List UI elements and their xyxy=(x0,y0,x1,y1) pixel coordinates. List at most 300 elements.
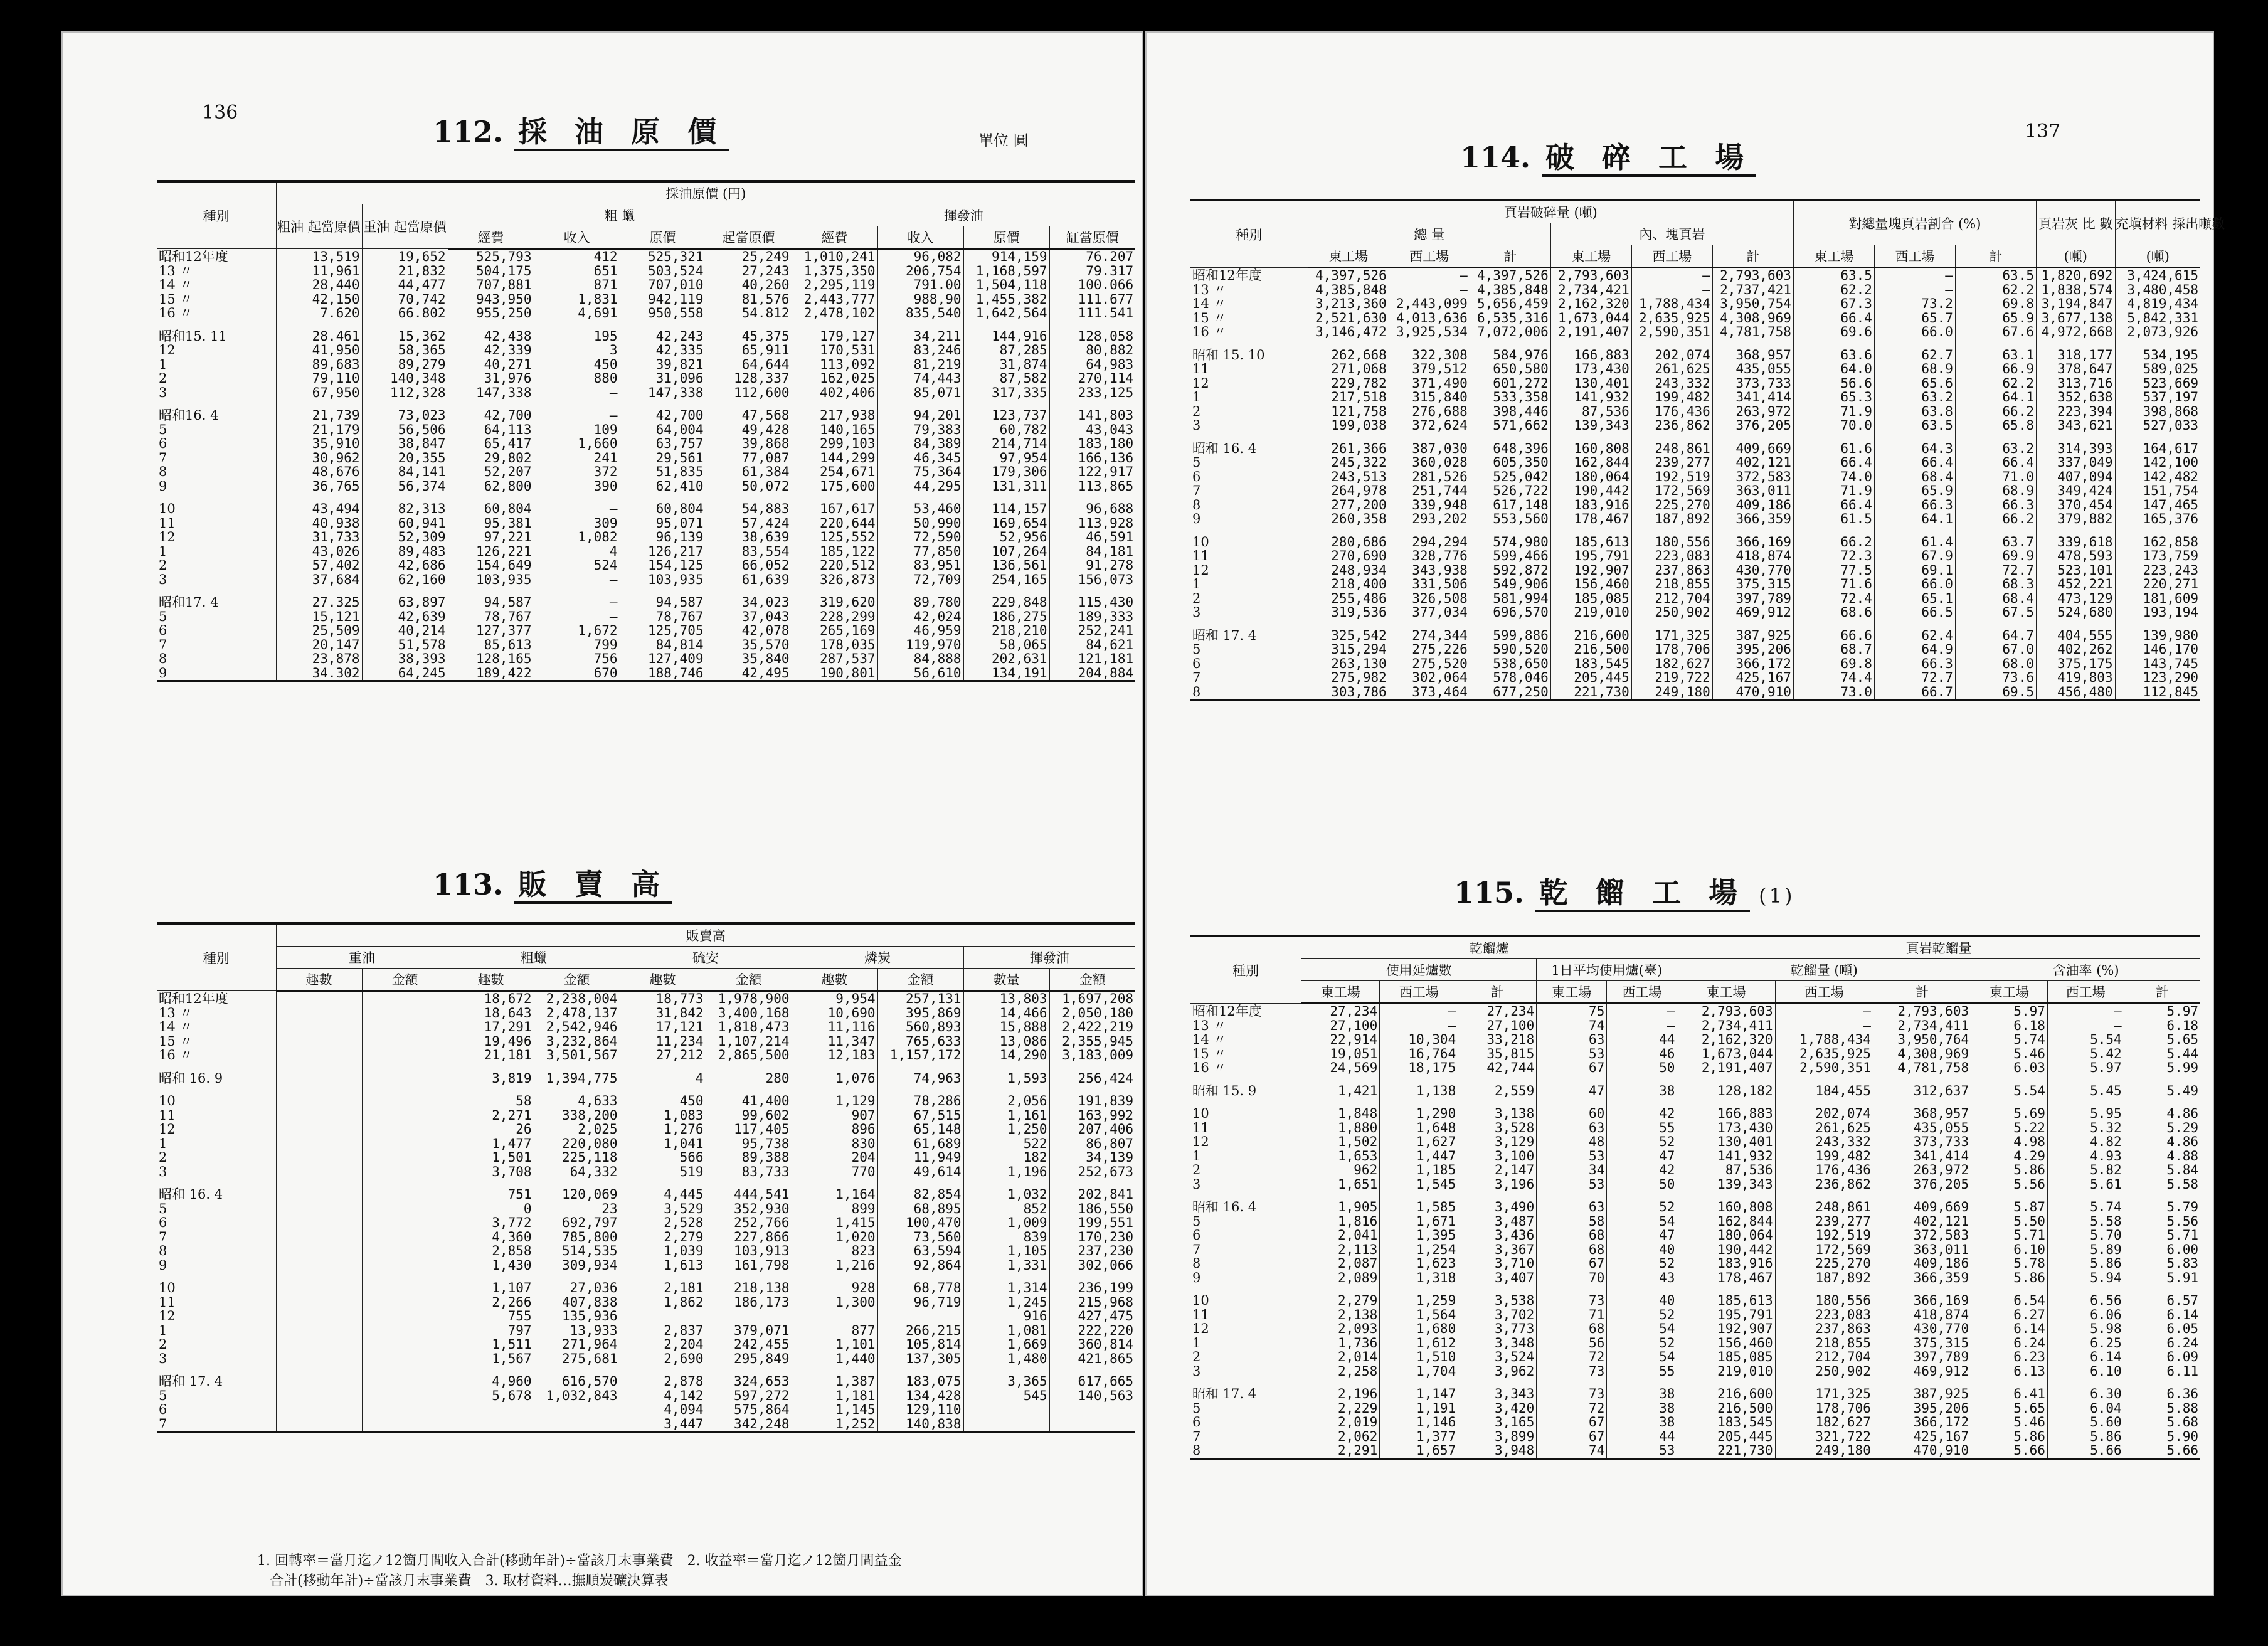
table-cell: — xyxy=(534,610,620,624)
table-cell: 137,305 xyxy=(877,1352,963,1366)
table-cell xyxy=(276,1324,362,1338)
table-cell: 1,613 xyxy=(620,1258,706,1273)
table-cell: 1,191 xyxy=(1380,1401,1458,1416)
table-cell: 187,892 xyxy=(1631,512,1712,526)
table-cell: 38,639 xyxy=(706,530,792,544)
table-cell: 71 xyxy=(1537,1308,1607,1322)
table-cell: 125,705 xyxy=(620,624,706,638)
table-cell: 68.0 xyxy=(1955,657,2036,671)
table-cell: 303,786 xyxy=(1308,685,1389,700)
table-cell: 2,542,946 xyxy=(534,1020,620,1034)
table-cell: 42,243 xyxy=(620,329,706,344)
table-cell: 1,673,044 xyxy=(1677,1047,1775,1061)
table-row xyxy=(1190,348,2200,363)
table-cell: 42,700 xyxy=(620,408,706,423)
table-cell: 142,482 xyxy=(2115,470,2200,484)
table-cell: 38 xyxy=(1607,1401,1677,1416)
table-cell: 4,308,969 xyxy=(1873,1047,1971,1061)
table-cell: 178,706 xyxy=(1775,1401,1873,1416)
table-cell: 100,470 xyxy=(877,1216,963,1230)
table-cell: 42,024 xyxy=(877,610,963,624)
table-cell: 89,279 xyxy=(362,358,448,372)
table-cell: 79,110 xyxy=(276,371,362,386)
table-cell: 114,157 xyxy=(963,502,1049,516)
table-cell: 143,745 xyxy=(2115,657,2200,671)
table-cell xyxy=(706,1272,792,1281)
table-cell: 53 xyxy=(1537,1047,1607,1061)
table-cell xyxy=(1971,1285,2048,1293)
row-label: 6 xyxy=(1192,1415,1201,1430)
table-115 xyxy=(1190,935,2200,1460)
table-cell: 5.68 xyxy=(2124,1415,2200,1430)
table-cell: 352,638 xyxy=(2036,390,2115,405)
table-cell: 192,519 xyxy=(1631,470,1712,484)
table-cell: 398,868 xyxy=(2115,405,2200,419)
table-cell: 390 xyxy=(534,479,620,494)
table-cell: 103,913 xyxy=(706,1244,792,1258)
table-cell: 6.03 xyxy=(1971,1061,2048,1075)
table-cell: — xyxy=(1380,1019,1458,1033)
table-cell xyxy=(362,1187,448,1202)
table-cell: 3,420 xyxy=(1458,1401,1537,1416)
table-cell xyxy=(276,1063,362,1071)
table-cell: 192,907 xyxy=(1550,563,1631,578)
table-cell xyxy=(1971,1075,2048,1084)
table-112-col-header: 收入 xyxy=(534,226,620,249)
table-cell: 109 xyxy=(534,423,620,437)
table-cell: 189,333 xyxy=(1049,610,1135,624)
table-cell: 5.97 xyxy=(2124,1004,2200,1019)
table-cell: 265,169 xyxy=(792,624,877,638)
table-cell: 254,165 xyxy=(963,573,1049,587)
table-cell: 56,374 xyxy=(362,479,448,494)
table-cell: 1,020 xyxy=(792,1230,877,1245)
row-label xyxy=(157,493,276,502)
table-114-unit-shale: (噸) xyxy=(2036,245,2115,268)
table-cell: 128,182 xyxy=(1677,1084,1775,1098)
row-label: 10 xyxy=(159,1093,176,1108)
table-cell: 589,025 xyxy=(2115,362,2200,376)
table-row xyxy=(157,652,1135,666)
table-115-sub-header: 西工場 xyxy=(2047,981,2124,1004)
table-cell: 11,949 xyxy=(877,1150,963,1165)
table-114-sub-header: 東工場 xyxy=(1308,245,1389,268)
table-row xyxy=(157,624,1135,638)
table-cell: 5.88 xyxy=(2124,1401,2200,1416)
table-cell: 3,407 xyxy=(1458,1271,1537,1285)
table-cell xyxy=(276,493,362,502)
table-cell: 13,519 xyxy=(276,249,362,264)
row-label: 14 〃 xyxy=(1192,1032,1227,1047)
table-row xyxy=(1190,339,2200,348)
table-cell: 3,538 xyxy=(1458,1293,1537,1308)
row-label: 11 xyxy=(159,1107,176,1123)
table-row xyxy=(157,1034,1135,1049)
table-cell: 524,680 xyxy=(2036,605,2115,620)
table-cell: 223,243 xyxy=(2115,563,2200,578)
table-cell xyxy=(706,493,792,502)
table-cell: 3,819 xyxy=(448,1071,534,1086)
table-cell: 2,147 xyxy=(1458,1163,1537,1177)
table-cell: 121,758 xyxy=(1308,405,1389,419)
table-cell: 123,290 xyxy=(2115,671,2200,685)
table-113-col-header: 趣數 xyxy=(448,969,534,991)
table-cell: 322,308 xyxy=(1389,348,1470,363)
table-cell: 63.2 xyxy=(1955,442,2036,456)
table-cell: 503,524 xyxy=(620,264,706,279)
table-cell: 69.5 xyxy=(1955,685,2036,700)
table-cell xyxy=(276,1071,362,1086)
table-cell: 61,689 xyxy=(877,1137,963,1151)
table-cell xyxy=(792,400,877,408)
table-cell xyxy=(1550,433,1631,442)
table-cell: 6,535,316 xyxy=(1470,311,1550,326)
table-row xyxy=(157,493,1135,502)
table-cell: 5.78 xyxy=(1971,1256,2048,1271)
row-label: 8 xyxy=(1192,1256,1201,1271)
table-cell: 68.7 xyxy=(1793,642,1874,657)
table-cell xyxy=(963,587,1049,595)
table-cell: 375,315 xyxy=(1712,577,1793,592)
table-row xyxy=(1190,563,2200,578)
table-cell xyxy=(877,587,963,595)
table-cell: 73.2 xyxy=(1874,297,1955,311)
table-row xyxy=(157,1063,1135,1071)
table-cell xyxy=(1873,1075,1971,1084)
table-cell: 1,480 xyxy=(963,1352,1049,1366)
table-cell: 202,631 xyxy=(963,652,1049,666)
table-cell: 1,010,241 xyxy=(792,249,877,264)
table-cell: 522 xyxy=(963,1137,1049,1151)
table-row xyxy=(157,544,1135,559)
row-label: 16 〃 xyxy=(159,1048,193,1063)
table-cell: 66.2 xyxy=(1955,405,2036,419)
table-cell xyxy=(1049,400,1135,408)
table-cell: 2,793,603 xyxy=(1873,1004,1971,1019)
table-cell: 97,954 xyxy=(963,451,1049,465)
table-cell: 47 xyxy=(1607,1228,1677,1243)
table-cell: 79,383 xyxy=(877,423,963,437)
table-cell: 52 xyxy=(1607,1256,1677,1271)
table-cell xyxy=(1775,1285,1873,1293)
table-cell: 216,600 xyxy=(1550,629,1631,643)
table-112-col-header: 重油 起當原價 xyxy=(362,204,448,249)
table-cell: 770 xyxy=(792,1165,877,1179)
table-cell: 1,421 xyxy=(1301,1084,1380,1098)
table-cell: — xyxy=(1775,1004,1873,1019)
table-cell: 1,510 xyxy=(1380,1350,1458,1364)
row-label: 9 xyxy=(159,478,167,494)
row-label: 昭和 16. 9 xyxy=(159,1070,223,1086)
row-label: 5 xyxy=(1192,642,1201,657)
table-cell: 2,025 xyxy=(534,1122,620,1137)
table-cell: 130,401 xyxy=(1550,376,1631,391)
table-cell xyxy=(620,1179,706,1187)
table-cell: 85,071 xyxy=(877,386,963,400)
row-label: 8 xyxy=(1190,685,1308,700)
table-cell xyxy=(362,1216,448,1230)
left-page-number: 136 xyxy=(202,102,238,124)
table-row xyxy=(1190,297,2200,311)
table-cell: 1,672 xyxy=(534,624,620,638)
table-cell: 427,475 xyxy=(1049,1309,1135,1324)
table-cell: 134,428 xyxy=(877,1389,963,1403)
table-cell xyxy=(362,1324,448,1338)
table-cell xyxy=(276,587,362,595)
table-cell: 68.3 xyxy=(1955,577,2036,592)
table-113-col-header: 趣數 xyxy=(620,969,706,991)
table-cell: 943,950 xyxy=(448,292,534,307)
table-cell: 34,139 xyxy=(1049,1150,1135,1165)
table-cell: 68.4 xyxy=(1955,592,2036,606)
table-row xyxy=(157,666,1135,681)
table-cell: 375,315 xyxy=(1873,1336,1971,1351)
table-cell: 72,709 xyxy=(877,573,963,587)
table-cell: 163,992 xyxy=(1049,1108,1135,1123)
row-label: 2 xyxy=(159,1150,167,1165)
table-115-sub-header: 東工場 xyxy=(1301,981,1380,1004)
table-cell xyxy=(2047,1285,2124,1293)
table-cell: 1,657 xyxy=(1380,1443,1458,1458)
table-cell: 237,230 xyxy=(1049,1244,1135,1258)
table-cell xyxy=(706,400,792,408)
table-cell xyxy=(2124,1075,2200,1084)
table-cell: 6.25 xyxy=(2047,1336,2124,1351)
table-cell: 10,690 xyxy=(792,1006,877,1021)
row-label: 13 〃 xyxy=(159,1005,193,1021)
table-cell: 402,262 xyxy=(2036,642,2115,657)
table-cell: 237,863 xyxy=(1775,1322,1873,1336)
table-cell xyxy=(1793,339,1874,348)
table-cell: 57,424 xyxy=(706,516,792,531)
table-cell: 6.14 xyxy=(1971,1322,2048,1336)
table-row xyxy=(1190,629,2200,643)
table-cell: 64.1 xyxy=(1955,390,2036,405)
table-cell: 11,116 xyxy=(792,1020,877,1034)
table-cell: 315,840 xyxy=(1389,390,1470,405)
table-cell: 73 xyxy=(1537,1293,1607,1308)
table-cell: 72.4 xyxy=(1793,592,1874,606)
table-cell: 419,803 xyxy=(2036,671,2115,685)
table-cell: 366,169 xyxy=(1873,1293,1971,1308)
table-cell xyxy=(1537,1191,1607,1200)
table-cell: 67.5 xyxy=(1955,605,2036,620)
table-cell: 287,537 xyxy=(792,652,877,666)
table-cell: 263,972 xyxy=(1873,1163,1971,1177)
table-row xyxy=(1190,1177,2200,1192)
row-label: 7 xyxy=(1192,1241,1201,1257)
table-cell: 222,220 xyxy=(1049,1324,1135,1338)
table-cell: 216,500 xyxy=(1550,642,1631,657)
table-cell: 2,191,407 xyxy=(1550,325,1631,339)
table-112-col-header: 粗油 起當原價 xyxy=(276,204,362,249)
table-cell: 21,739 xyxy=(276,408,362,423)
table-cell: 31,976 xyxy=(448,371,534,386)
row-label: 15 〃 xyxy=(1192,310,1227,326)
row-label: 昭和 17. 4 xyxy=(1192,1386,1257,1401)
table-cell: 67 xyxy=(1537,1430,1607,1444)
table-cell: 566 xyxy=(620,1150,706,1165)
table-cell xyxy=(2047,1191,2124,1200)
table-cell: 1,820,692 xyxy=(2036,268,2115,283)
table-cell xyxy=(362,1108,448,1123)
table-cell: 54 xyxy=(1607,1350,1677,1364)
table-row xyxy=(1190,1364,2200,1379)
table-cell: 5.54 xyxy=(2047,1033,2124,1047)
table-cell xyxy=(276,1389,362,1403)
row-label: 13 〃 xyxy=(159,263,193,279)
table-cell: 105,814 xyxy=(877,1337,963,1352)
table-cell: 123,737 xyxy=(963,408,1049,423)
table-cell xyxy=(1793,433,1874,442)
table-cell: 84,814 xyxy=(620,638,706,652)
row-label: 6 xyxy=(1192,469,1201,484)
table-cell: 42,686 xyxy=(362,558,448,573)
table-cell: 4,691 xyxy=(534,306,620,321)
row-label xyxy=(1190,1191,1301,1200)
table-cell: 2,478,102 xyxy=(792,306,877,321)
table-cell: 202,841 xyxy=(1049,1187,1135,1202)
table-cell: 184,455 xyxy=(1775,1084,1873,1098)
table-cell: 127,377 xyxy=(448,624,534,638)
table-cell: 6.57 xyxy=(2124,1293,2200,1308)
table-row xyxy=(1190,1149,2200,1164)
table-cell: 199,482 xyxy=(1631,390,1712,405)
table-cell: 3,708 xyxy=(448,1165,534,1179)
table-115-heading: 乾 餾 工 場 xyxy=(1535,876,1750,912)
table-cell: 65.3 xyxy=(1793,390,1874,405)
row-label xyxy=(1190,526,1308,535)
table-cell xyxy=(877,1085,963,1094)
table-cell: 4,781,758 xyxy=(1712,325,1793,339)
table-cell xyxy=(276,400,362,408)
table-cell: 74,963 xyxy=(877,1071,963,1086)
table-cell xyxy=(276,1122,362,1137)
row-label: 12 xyxy=(1192,562,1209,578)
table-cell: 376,205 xyxy=(1712,418,1793,433)
table-cell: 2,478,137 xyxy=(534,1006,620,1021)
table-114-sub-header: 計 xyxy=(1470,245,1550,268)
table-cell: 220,080 xyxy=(534,1137,620,1151)
table-cell: 251,744 xyxy=(1389,484,1470,498)
table-cell xyxy=(276,1281,362,1295)
table-cell: 271,068 xyxy=(1308,362,1389,376)
table-cell xyxy=(963,1403,1049,1417)
table-cell: 1,041 xyxy=(620,1137,706,1151)
table-cell: 266,215 xyxy=(877,1324,963,1338)
table-cell: 2,196 xyxy=(1301,1387,1380,1401)
table-cell: 3,524 xyxy=(1458,1350,1537,1364)
table-cell: 696,570 xyxy=(1470,605,1550,620)
table-cell: 3 xyxy=(534,343,620,358)
row-label: 3 xyxy=(1192,1176,1201,1192)
row-label: 15 〃 xyxy=(1192,1046,1227,1061)
table-cell: 34 xyxy=(1537,1163,1607,1177)
table-115-sub-header: 東工場 xyxy=(1677,981,1775,1004)
row-label: 1 xyxy=(1192,1335,1201,1351)
table-cell: 5.86 xyxy=(2047,1256,2124,1271)
table-cell: 77,087 xyxy=(706,451,792,465)
table-cell: 63 xyxy=(1537,1121,1607,1135)
table-cell: 77,850 xyxy=(877,544,963,559)
table-cell: 533,358 xyxy=(1470,390,1550,405)
row-label: 5 xyxy=(1192,455,1201,470)
table-cell: 72,590 xyxy=(877,530,963,544)
table-113-col-header: 金額 xyxy=(362,969,448,991)
table-cell: 84,141 xyxy=(362,465,448,479)
table-cell: 1,032,843 xyxy=(534,1389,620,1403)
table-cell: 1,697,208 xyxy=(1049,991,1135,1006)
table-cell: 220,644 xyxy=(792,516,877,531)
table-cell xyxy=(706,321,792,329)
table-cell xyxy=(620,587,706,595)
table-row xyxy=(157,1165,1135,1179)
table-cell: 2,062 xyxy=(1301,1430,1380,1444)
table-cell: 387,925 xyxy=(1873,1387,1971,1401)
table-cell: 2,635,925 xyxy=(1631,311,1712,326)
table-cell: 395,869 xyxy=(877,1006,963,1021)
table-row xyxy=(1190,283,2200,297)
table-cell: 835,540 xyxy=(877,306,963,321)
table-cell: 1,395 xyxy=(1380,1228,1458,1243)
table-cell: 214,714 xyxy=(963,437,1049,451)
table-cell: — xyxy=(1380,1004,1458,1019)
table-cell: 9,954 xyxy=(792,991,877,1006)
table-115-sub-header: 計 xyxy=(1873,981,1971,1004)
row-label: 昭和 17. 4 xyxy=(159,1374,223,1389)
table-cell: 73,023 xyxy=(362,408,448,423)
table-cell: 128,337 xyxy=(706,371,792,386)
table-cell: 6.30 xyxy=(2047,1387,2124,1401)
table-cell: 1,314 xyxy=(963,1281,1049,1295)
table-cell: 5.84 xyxy=(2124,1163,2200,1177)
table-112-category-header: 種別 xyxy=(157,181,276,249)
table-cell: 1,648 xyxy=(1380,1121,1458,1135)
table-cell xyxy=(534,400,620,408)
table-cell xyxy=(1049,1063,1135,1071)
table-cell: 2,734,411 xyxy=(1873,1019,1971,1033)
table-cell: 2,635,925 xyxy=(1775,1047,1873,1061)
table-cell xyxy=(362,1137,448,1151)
table-cell xyxy=(2115,433,2200,442)
table-cell xyxy=(1301,1378,1380,1387)
table-cell: 185,085 xyxy=(1677,1350,1775,1364)
table-cell xyxy=(362,1094,448,1108)
table-cell: 24,569 xyxy=(1301,1061,1380,1075)
table-row xyxy=(1190,1047,2200,1061)
table-cell: 478,593 xyxy=(2036,549,2115,563)
table-cell: 199,482 xyxy=(1775,1149,1873,1164)
table-cell xyxy=(1677,1285,1775,1293)
table-cell: 156,460 xyxy=(1550,577,1631,592)
table-cell: 16,764 xyxy=(1380,1047,1458,1061)
table-cell: 4.93 xyxy=(2047,1149,2124,1164)
table-cell: 18,672 xyxy=(448,991,534,1006)
table-cell: 66.0 xyxy=(1874,577,1955,592)
table-row xyxy=(157,530,1135,544)
table-cell: 1,585 xyxy=(1380,1200,1458,1214)
table-cell: 2,865,500 xyxy=(706,1048,792,1063)
table-row xyxy=(157,1020,1135,1034)
row-label: 15 〃 xyxy=(159,1033,193,1049)
table-cell xyxy=(534,1403,620,1417)
table-cell: 183,916 xyxy=(1677,1256,1775,1271)
table-cell: 219,010 xyxy=(1677,1364,1775,1379)
table-cell: 3,480,458 xyxy=(2115,283,2200,297)
table-cell: 470,910 xyxy=(1712,685,1793,700)
table-cell: 1,039 xyxy=(620,1244,706,1258)
table-row xyxy=(1190,1378,2200,1387)
